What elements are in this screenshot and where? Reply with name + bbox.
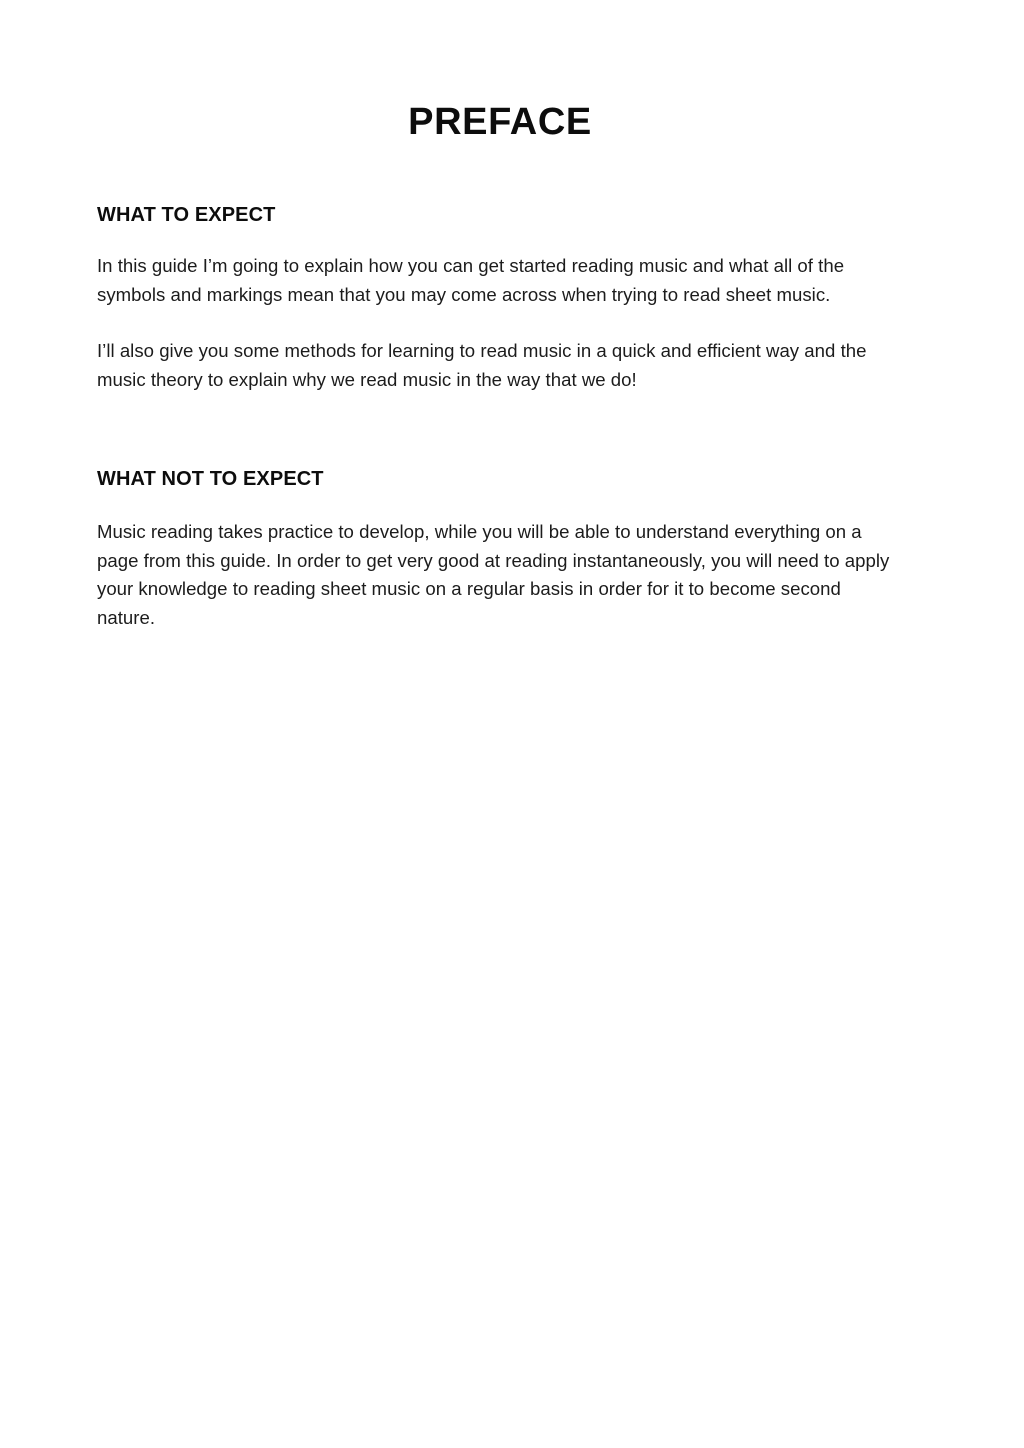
- paragraph: Music reading takes practice to develop, while you will be able to understand everything on a page from this guide. In order to get very good at reading instantaneously, you will need to apply your knowledge to reading sheet music on a regular basis in order for it to become second nature.: [97, 521, 890, 628]
- page-title: PREFACE: [408, 101, 592, 143]
- section-heading-what-to-expect: WHAT TO EXPECT: [97, 204, 276, 226]
- paragraph: In this guide I’m going to explain how you can get started reading music and what all of the symbols and markings mean that you may come across when trying to read sheet music.: [97, 255, 845, 305]
- section-heading-what-not-to-expect: WHAT NOT TO EXPECT: [97, 468, 324, 490]
- paragraph: I’ll also give you some methods for learning to read music in a quick and efficient way and the music theory to explain why we read music in the way that we do!: [97, 340, 867, 390]
- document-content: [97, 0, 903, 632]
